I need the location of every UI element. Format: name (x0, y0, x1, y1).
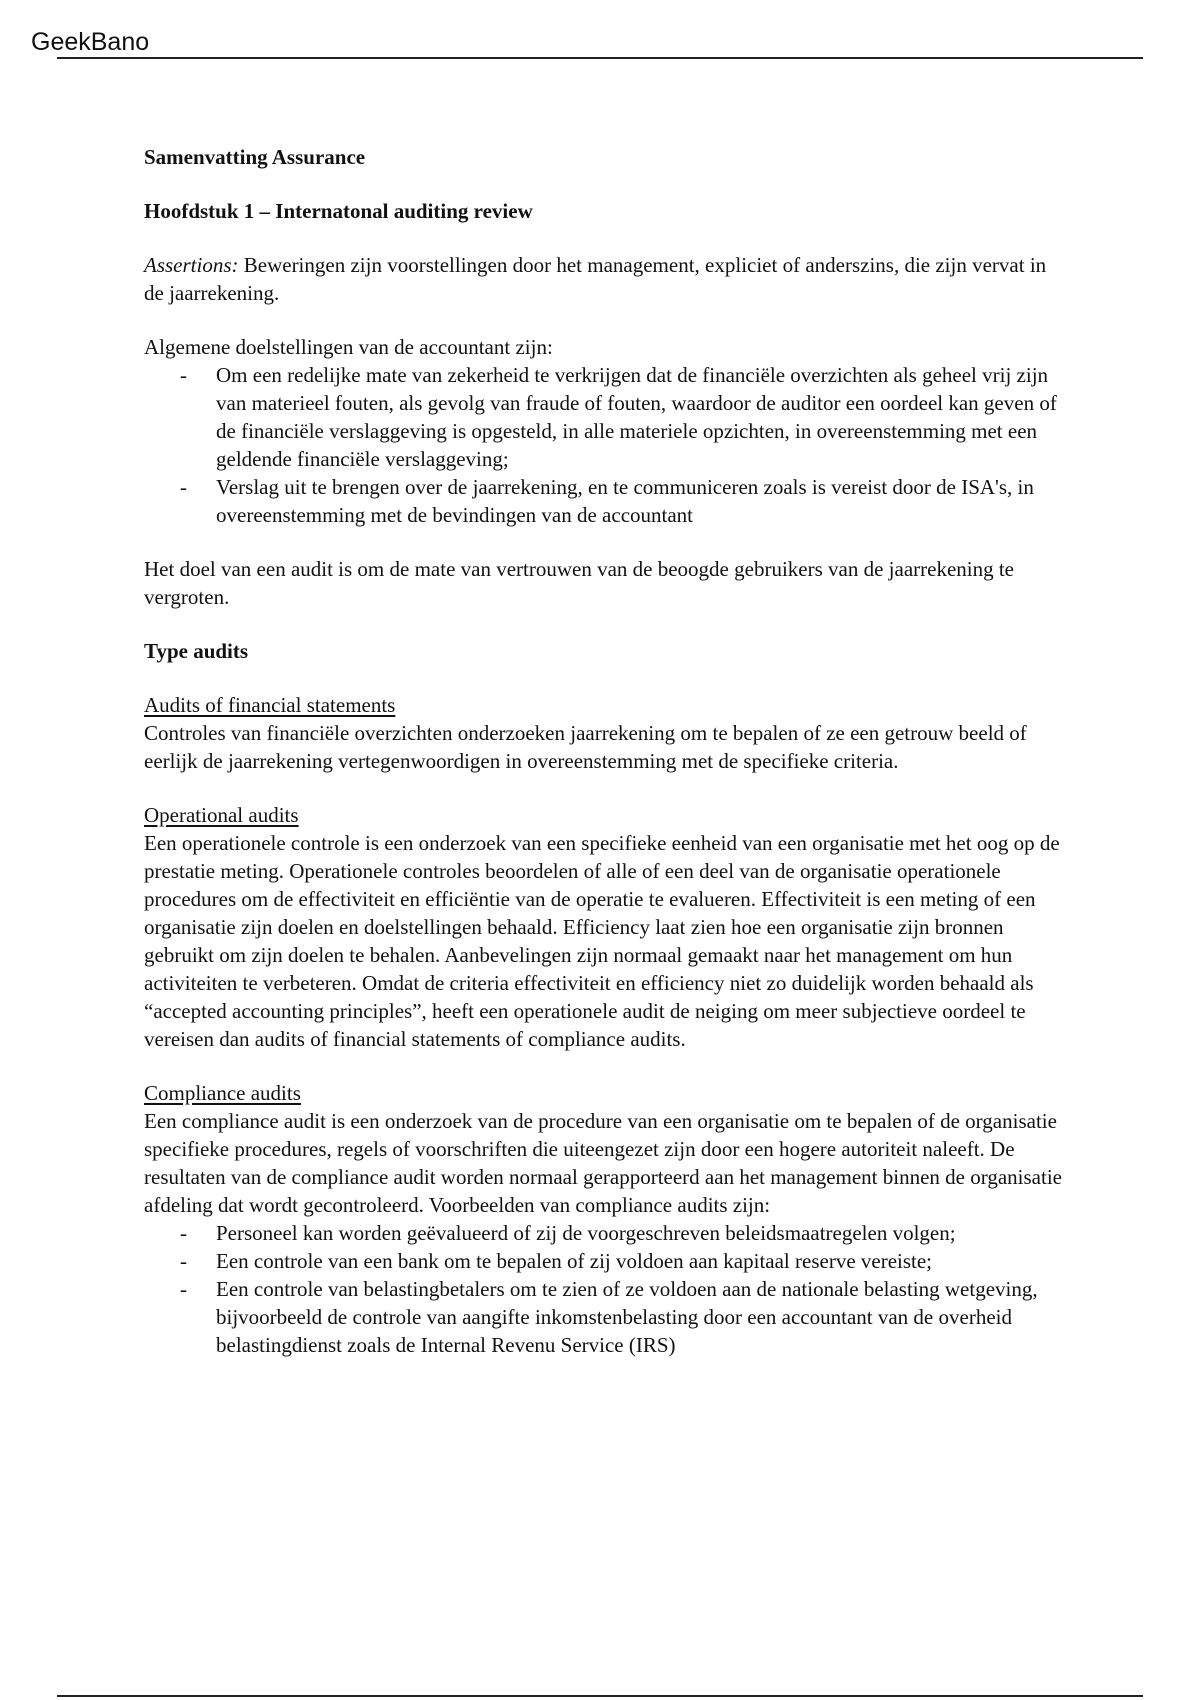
assertions-text: Beweringen zijn voorstellingen door het management, expliciet of anderszins, die zijn vervat in de jaarrekening. (144, 253, 1047, 305)
compliance-heading (144, 1079, 1064, 1107)
goals-intro: Algemene doelstellingen van de accountant zijn: (144, 335, 553, 359)
header-rule (57, 57, 1143, 59)
document-body (144, 143, 1064, 1359)
operational-paragraph: Een operationele controle is een onderzoek van een specifieke eenheid van een organisatie met het oog op de prestatie meting. Operationele controles beoordelen of alle of een deel van de organisatie operationele procedures om de effectiviteit en efficiëntie van de operatie te evalueren. Effectiviteit is een meting of een organisatie zijn doelen en doelstellingen behaald. Efficiency laat zien hoe een organisatie zijn bronnen gebruikt om zijn doelen te behalen. Aanbevelingen zijn normaal gemaakt naar het management om hun activiteiten te verbeteren. Omdat de criteria effectiviteit en efficiency niet zo duidelijk worden behaald als “accepted accounting principles”, heeft een operationele audit de neiging om meer subjectieve oordeel te vereisen dan audits of financial statements of compliance audits. (144, 831, 1060, 1051)
type-audits-heading: Type audits (144, 639, 249, 663)
chapter-heading: Hoofdstuk 1 – Internatonal auditing review (144, 199, 533, 223)
financial-statements-heading (144, 691, 1064, 719)
document-title: Samenvatting Assurance (144, 145, 366, 169)
list-item (144, 473, 1064, 529)
list-item-text: Een controle van belastingbetalers om te zien of ze voldoen aan de nationale belasting wetgeving, bijvoorbeeld de controle van aangifte inkomstenbelasting door een accountant van de overheid belastingdienst zoals de Internal Revenu Service (IRS) (216, 1277, 1038, 1357)
list-bullet: - (180, 1277, 187, 1301)
audit-purpose-paragraph: Het doel van een audit is om de mate van vertrouwen van de beoogde gebruikers van de jaarrekening te vergroten. (144, 557, 1015, 609)
financial-statements-heading-text: Audits of financial statements (144, 693, 396, 717)
list-bullet: - (180, 475, 187, 499)
list-bullet: - (180, 1249, 187, 1273)
financial-statements-paragraph: Controles van financiële overzichten onderzoeken jaarrekening om te bepalen of ze een getrouw beeld of eerlijk de jaarrekening vertegenwoordigen in overeenstemming met de specifieke criteria. (144, 721, 1027, 773)
assertions-term: Assertions: (144, 253, 239, 277)
compliance-paragraph: Een compliance audit is een onderzoek van de procedure van een organisatie om te bepalen of de organisatie specifieke procedures, regels of voorschriften die uiteengezet zijn door een hogere autoriteit naleeft. De resultaten van de compliance audit worden normaal gerapporteerd aan het management binnen de organisatie afdeling dat wordt gecontroleerd. Voorbeelden van compliance audits zijn: (144, 1109, 1062, 1217)
footer-rule (57, 1695, 1143, 1697)
list-item-text: Om een redelijke mate van zekerheid te verkrijgen dat de financiële overzichten als geheel vrij zijn van materieel fouten, als gevolg van fraude of fouten, waardoor de auditor een oordeel kan geven of de financiële verslaggeving is opgesteld, in alle materiele opzichten, in overeenstemming met een geldende financiële verslaggeving; (216, 363, 1057, 471)
brand-watermark: GeekBano (31, 28, 150, 56)
operational-heading-text: Operational audits (144, 803, 299, 827)
operational-heading (144, 801, 1064, 829)
list-item (144, 1247, 1064, 1275)
list-item-text: Personeel kan worden geëvalueerd of zij de voorgeschreven beleidsmaatregelen volgen; (216, 1221, 956, 1245)
list-item-text: Verslag uit te brengen over de jaarrekening, en te communiceren zoals is vereist door de ISA's, in overeenstemming met de bevindingen van de accountant (216, 475, 1034, 527)
goals-list (144, 361, 1064, 529)
list-item (144, 1219, 1064, 1247)
list-item-text: Een controle van een bank om te bepalen of zij voldoen aan kapitaal reserve vereiste; (216, 1249, 933, 1273)
assertions-paragraph (144, 251, 1064, 307)
list-bullet: - (180, 363, 187, 387)
compliance-examples-list (144, 1219, 1064, 1359)
compliance-heading-text: Compliance audits (144, 1081, 301, 1105)
list-item (144, 361, 1064, 473)
list-item (144, 1275, 1064, 1359)
list-bullet: - (180, 1221, 187, 1245)
